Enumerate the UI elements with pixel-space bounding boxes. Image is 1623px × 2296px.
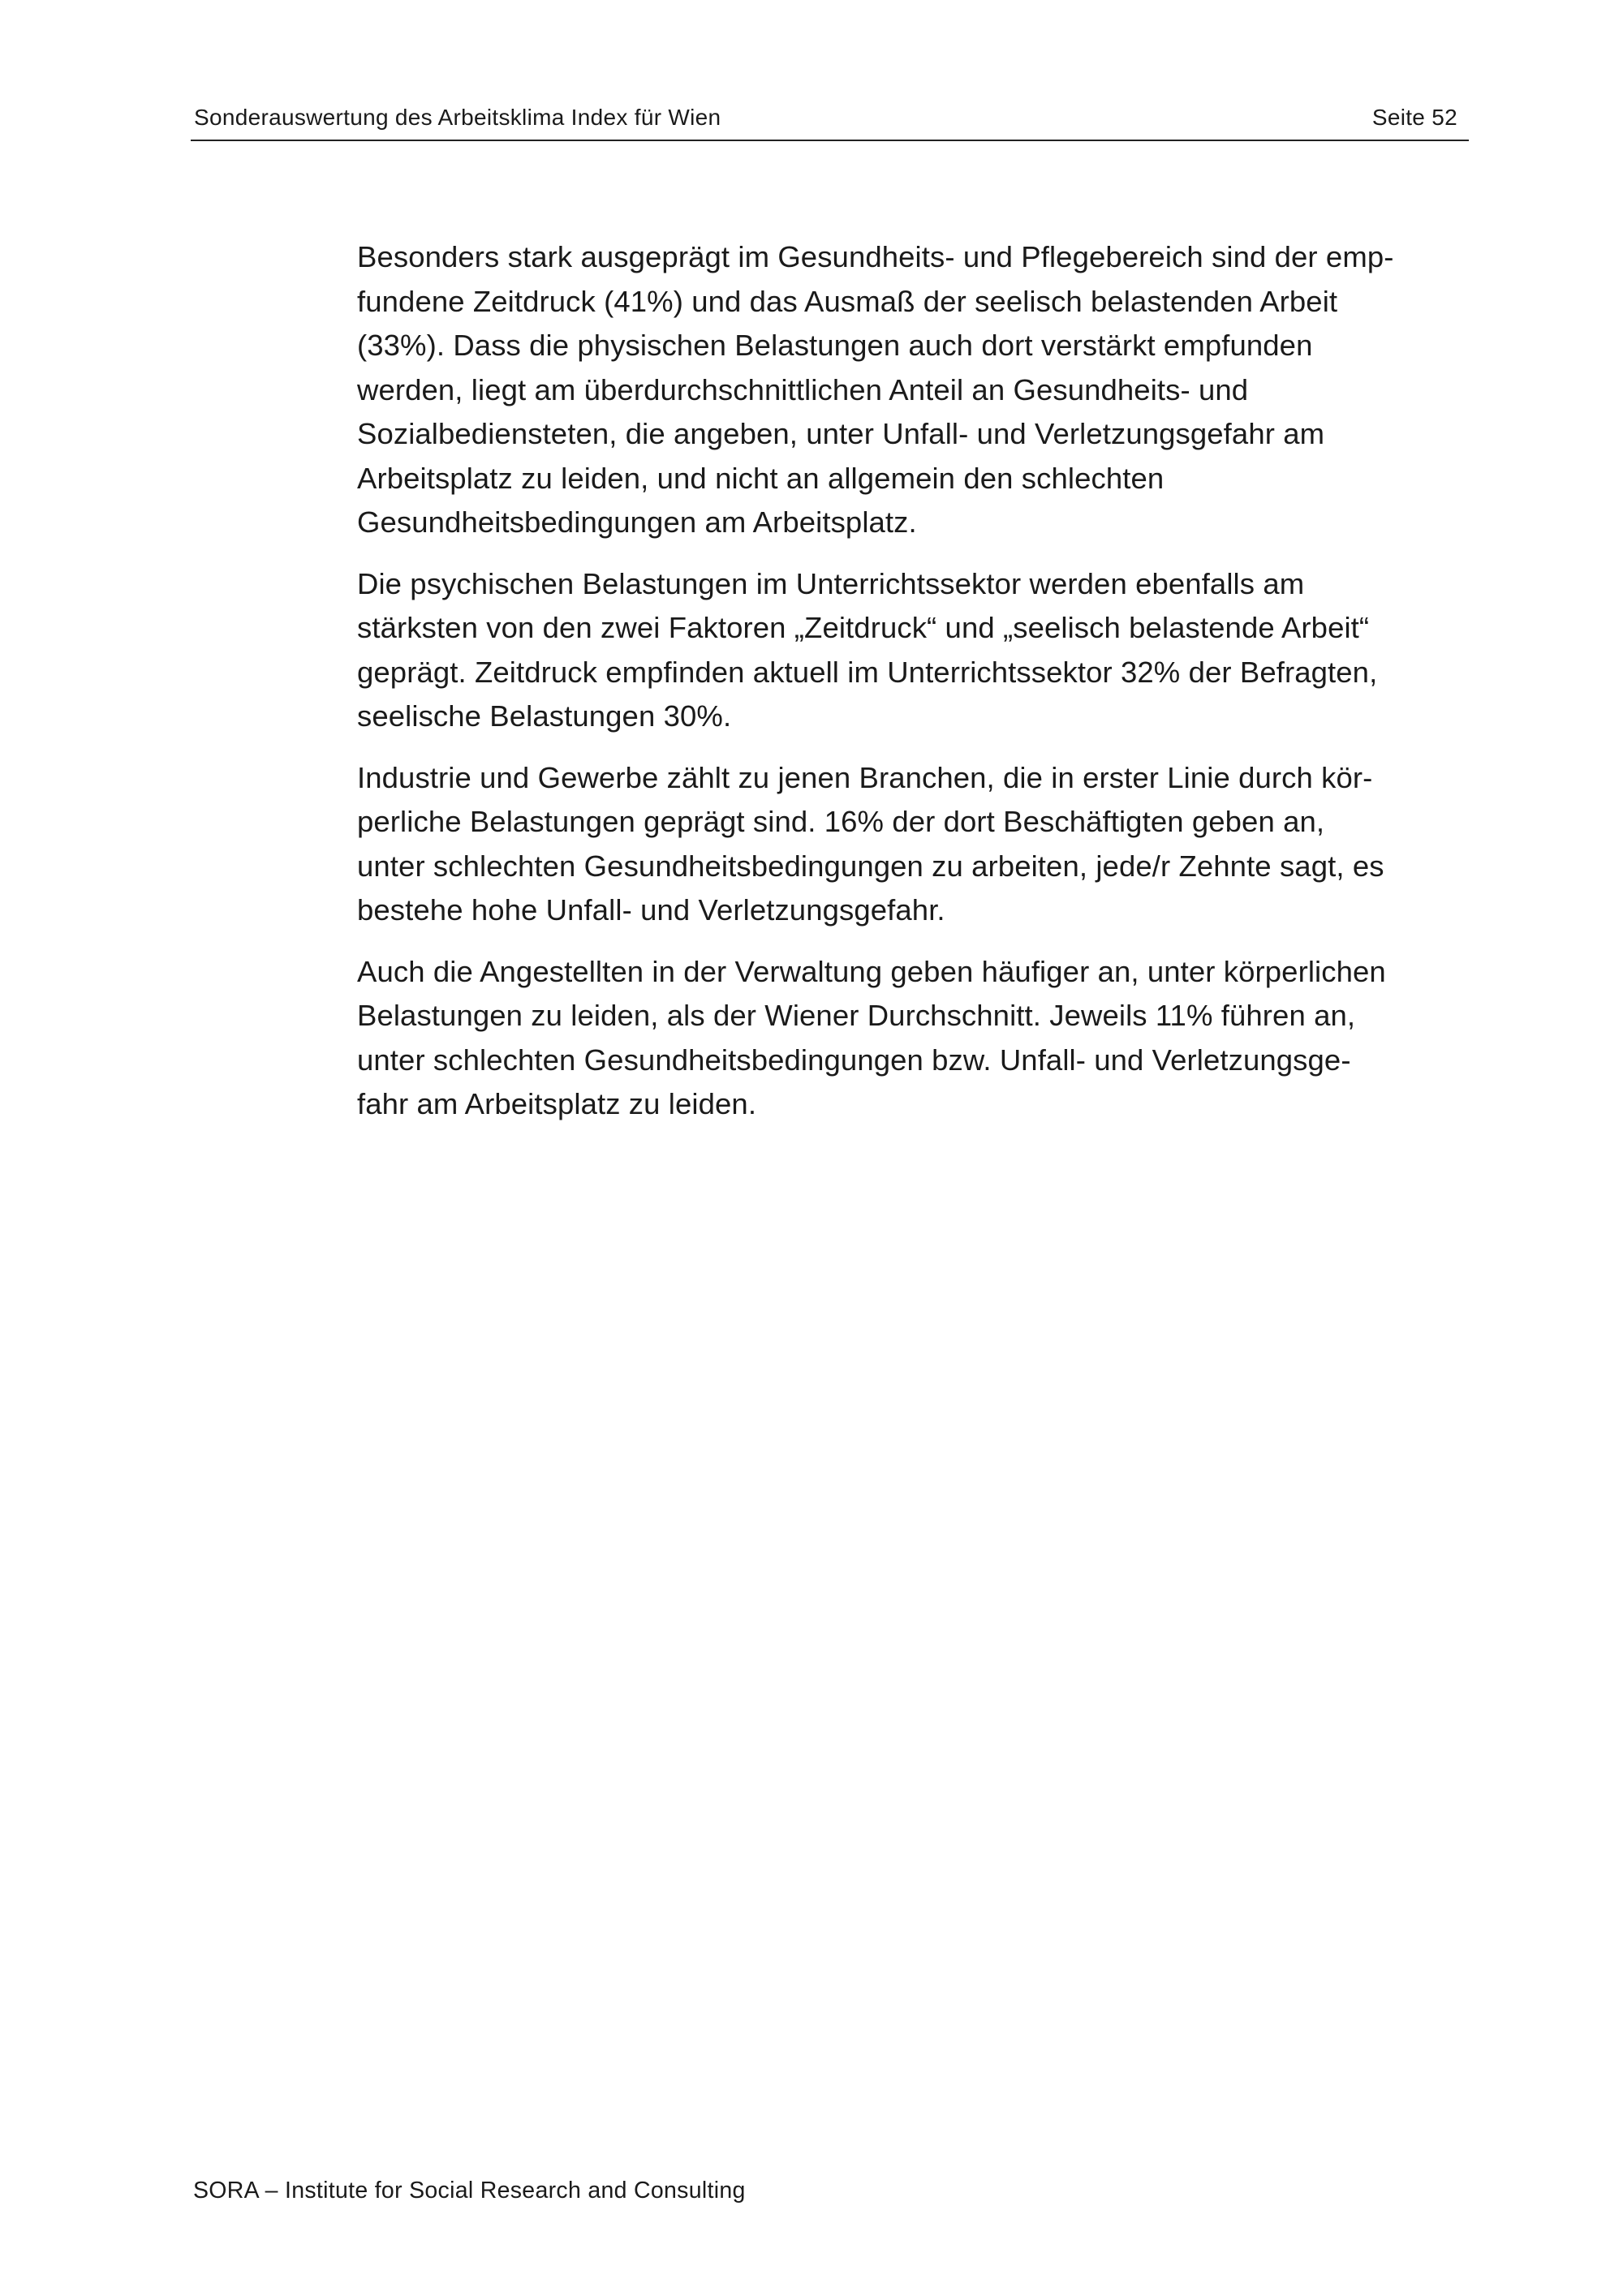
text-line: Industrie und Gewerbe zählt zu jenen Branchen, die in erster Linie durch kör- [357,760,1373,794]
text-line: Arbeitsplatz zu leiden, und nicht an allgemein den schlechten [357,461,1165,495]
text-line: fundene Zeitdruck (41%) und das Ausmaß der seelisch belastenden Arbeit [357,284,1338,318]
text-line: werden, liegt am überdurchschnittlichen Anteil an Gesundheits- und [357,372,1249,406]
text-line: unter schlechten Gesundheitsbedingungen bzw. Unfall- und Verletzungsge- [357,1043,1351,1077]
text-line: unter schlechten Gesundheitsbedingungen zu arbeiten, jede/r Zehnte sagt, es [357,849,1384,883]
text-line: fahr am Arbeitsplatz zu leiden. [357,1087,757,1120]
text-line: Sozialbediensteten, die angeben, unter Unfall- und Verletzungsgefahr am [357,417,1325,450]
page-header [191,104,1469,141]
paragraph-health-care [357,235,1477,545]
text-line: perliche Belastungen geprägt sind. 16% der dort Beschäftigten geben an, [357,805,1325,838]
page-footer: SORA – Institute for Social Research and Consulting [193,2178,746,2204]
text-line: (33%). Dass die physischen Belastungen auch dort verstärkt empfunden [357,329,1313,362]
text-line: Besonders stark ausgeprägt im Gesundheits- und Pflegebereich sind der emp- [357,240,1394,273]
text-line: bestehe hohe Unfall- und Verletzungsgefahr. [357,893,945,927]
paragraph-industry [357,756,1477,933]
text-line: geprägt. Zeitdruck empfinden aktuell im Unterrichtssektor 32% der Befragten, [357,655,1378,689]
paragraph-education [357,562,1477,739]
body-text [357,235,1477,1144]
text-line: Belastungen zu leiden, als der Wiener Durchschnitt. Jeweils 11% führen an, [357,999,1356,1032]
text-line: Auch die Angestellten in der Verwaltung geben häufiger an, unter körperlichen [357,954,1386,988]
running-header-title: Sonderauswertung des Arbeitsklima Index für Wien [194,105,721,130]
page-number: Seite 52 [1371,105,1457,130]
text-line: stärksten von den zwei Faktoren „Zeitdruck“ und „seelisch belastende Arbeit“ [357,611,1370,644]
text-line: Die psychischen Belastungen im Unterrichtssektor werden ebenfalls am [357,566,1305,600]
text-line: seelische Belastungen 30%. [357,699,732,733]
text-line: Gesundheitsbedingungen am Arbeitsplatz. [357,505,917,539]
paragraph-administration [357,950,1477,1127]
